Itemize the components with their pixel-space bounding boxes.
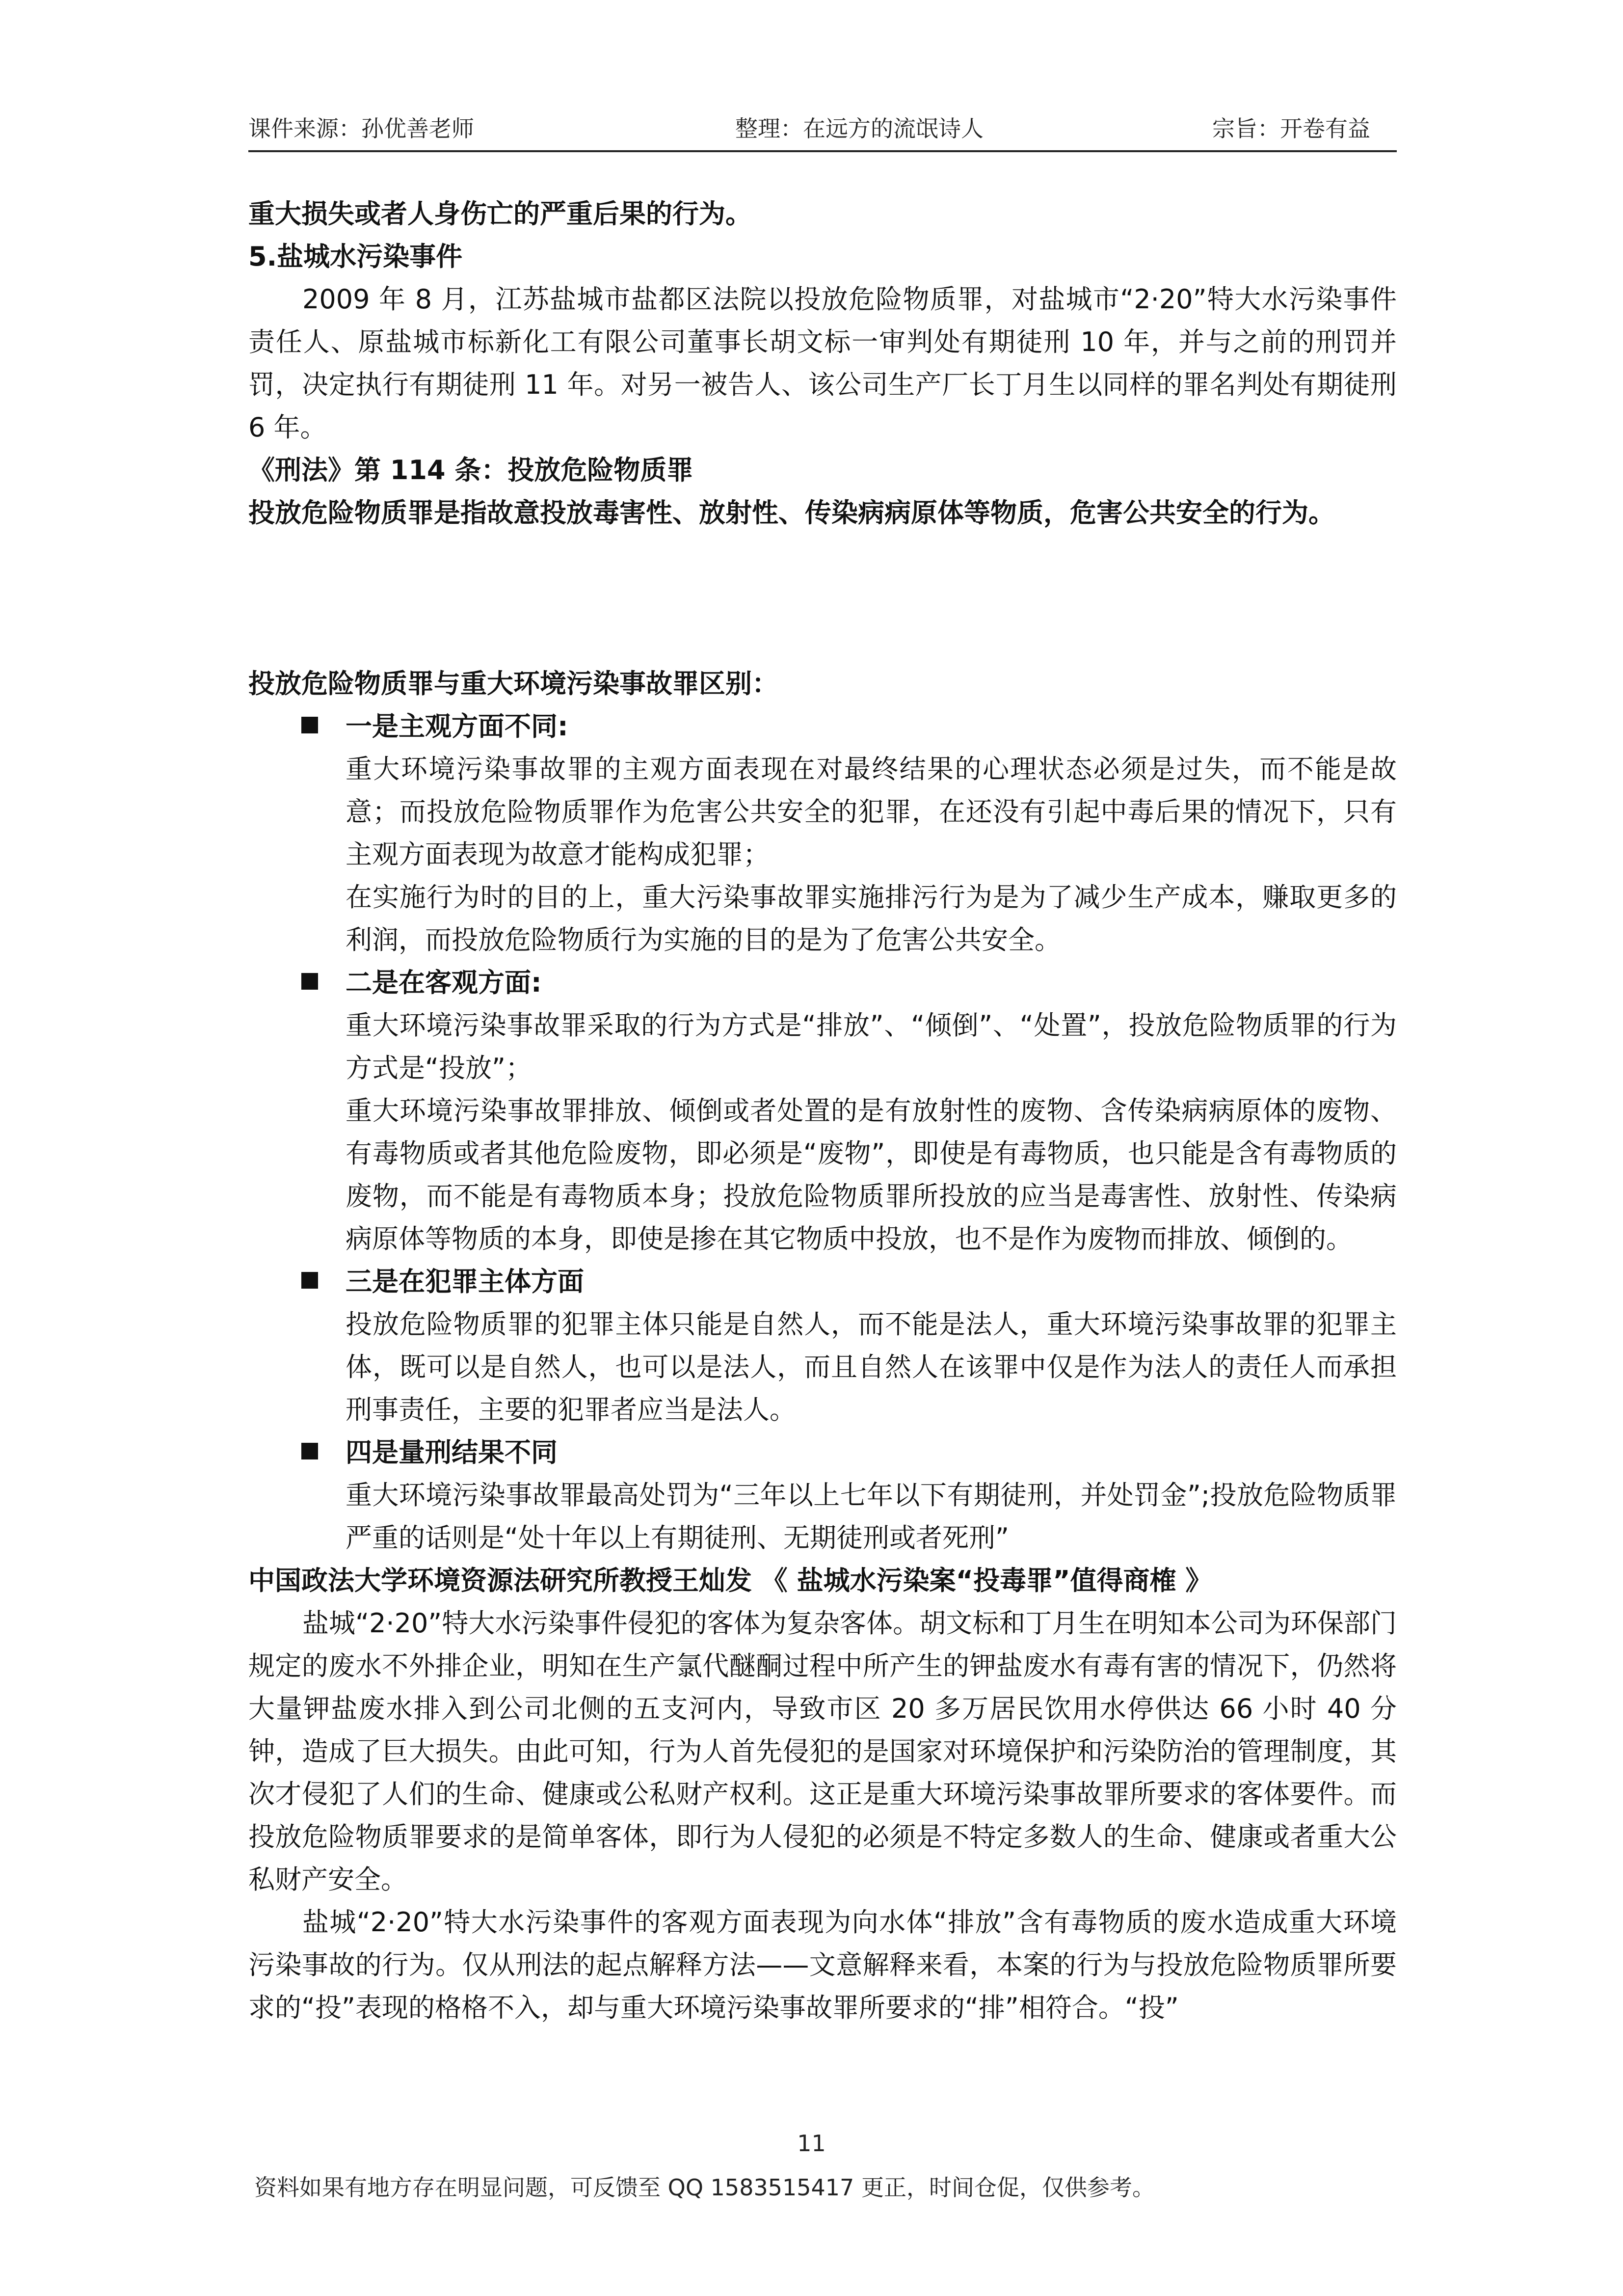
- bullet-item-subject: [248, 1260, 1397, 1303]
- bullet-text: 重大环境污染事故罪最高处罚为“三年以上七年以下有期徒刑，并处罚金”;投放危险物质罪严重的话则是“处十年以上有期徒刑、无期徒刑或者死刑”: [346, 1480, 1397, 1553]
- law-definition: 投放危险物质罪是指故意投放毒害性、放射性、传染病病原体等物质，危害公共安全的行为。: [248, 497, 1335, 528]
- bullet-heading: 三是在犯罪主体方面: [346, 1266, 584, 1297]
- square-bullet-icon: [301, 1272, 318, 1289]
- square-bullet-icon: [301, 973, 318, 990]
- header-motto: 宗旨：开卷有益: [1212, 115, 1370, 142]
- header-editor: 整理：在远方的流氓诗人: [735, 115, 984, 142]
- section-heading: 5.盐城水污染事件: [248, 241, 463, 272]
- page-number: 11: [797, 2130, 826, 2157]
- bullet-item-objective: [248, 961, 1397, 1004]
- bullet-item-sentencing: [248, 1431, 1397, 1474]
- square-bullet-icon: [301, 1443, 318, 1459]
- footer-note: 资料如果有地方存在明显问题，可反馈至 QQ 1583515417 更正，时间仓促，仅供参考。: [254, 2174, 1155, 2201]
- bullet-heading: 四是量刑结果不同: [346, 1437, 558, 1468]
- citation-source: 中国政法大学环境资源法研究所教授王灿发 《 盐城水污染案“投毒罪”值得商榷 》: [248, 1565, 1212, 1596]
- bullet-text: 重大环境污染事故罪采取的行为方式是“排放”、“倾倒”、“处置”，投放危险物质罪的行为方式是“投放”；: [346, 1010, 1397, 1083]
- comparison-intro: 投放危险物质罪与重大环境污染事故罪区别：: [248, 668, 778, 699]
- paragraph-continuation: 重大损失或者人身伤亡的严重后果的行为。: [248, 198, 752, 229]
- bullet-heading: 一是主观方面不同:: [346, 711, 568, 742]
- blank-space: [248, 534, 1397, 662]
- document-body: [248, 192, 1397, 2029]
- bullet-text: 在实施行为时的目的上，重大污染事故罪实施排污行为是为了减少生产成本，赚取更多的利润，而投放危险物质行为实施的目的是为了危害公共安全。: [346, 882, 1397, 955]
- bullet-text: 重大环境污染事故罪的主观方面表现在对最终结果的心理状态必须是过失，而不能是故意；而投放危险物质罪作为危害公共安全的犯罪，在还没有引起中毒后果的情况下，只有主观方面表现为故意才能构成犯罪；: [346, 754, 1397, 870]
- bullet-text: 投放危险物质罪的犯罪主体只能是自然人，而不能是法人，重大环境污染事故罪的犯罪主体，既可以是自然人，也可以是法人，而且自然人在该罪中仅是作为法人的责任人而承担刑事责任，主要的犯罪者应当是法人。: [346, 1309, 1397, 1425]
- bullet-heading: 二是在客观方面:: [346, 967, 542, 998]
- bullet-text: 重大环境污染事故罪排放、倾倒或者处置的是有放射性的废物、含传染病病原体的废物、有毒物质或者其他危险废物，即必须是“废物”，即使是有毒物质，也只能是含有毒物质的废物，而不能是有毒物质本身；投放危险物质罪所投放的应当是毒害性、放射性、传染病病原体等物质的本身，即使是掺在其它物质中投放，也不是作为废物而排放、倾倒的。: [346, 1095, 1397, 1254]
- bullet-item-subjective: [248, 705, 1397, 748]
- law-article-title: 《刑法》第 114 条：投放危险物质罪: [248, 455, 693, 486]
- square-bullet-icon: [301, 717, 318, 733]
- analysis-paragraph: 盐城“2·20”特大水污染事件侵犯的客体为复杂客体。胡文标和丁月生在明知本公司为环保部门规定的废水不外排企业，明知在生产氯代醚酮过程中所产生的钾盐废水有毒有害的情况下，仍然将大量钾盐废水排入到公司北侧的五支河内，导致市区 20 多万居民饮用水停供达 66 小时 40 分钟，造成了巨大损失。由此可知，行为人首先侵犯的是国家对环境保护和污染防治的管理制度，其次才侵犯了人们的生命、健康或公私财产权利。这正是重大环境污染事故罪所要求的客体要件。而投放危险物质罪要求的是简单客体，即行为人侵犯的必须是不特定多数人的生命、健康或者重大公私财产安全。: [248, 1608, 1397, 1895]
- analysis-paragraph: 盐城“2·20”特大水污染事件的客观方面表现为向水体“排放”含有毒物质的废水造成重大环境污染事故的行为。仅从刑法的起点解释方法——文意解释来看，本案的行为与投放危险物质罪所要求的“投”表现的格格不入，却与重大环境污染事故罪所要求的“排”相符合。“投”: [248, 1907, 1397, 2023]
- case-paragraph: 2009 年 8 月，江苏盐城市盐都区法院以投放危险物质罪，对盐城市“2·20”特大水污染事件责任人、原盐城市标新化工有限公司董事长胡文标一审判处有期徒刑 10 年，并与之前的刑罚并罚，决定执行有期徒刑 11 年。对另一被告人、该公司生产厂长丁月生以同样的罪名判处有期徒刑 6 年。: [248, 284, 1397, 443]
- header-source: 课件来源：孙优善老师: [248, 115, 474, 142]
- header-divider: [248, 150, 1397, 152]
